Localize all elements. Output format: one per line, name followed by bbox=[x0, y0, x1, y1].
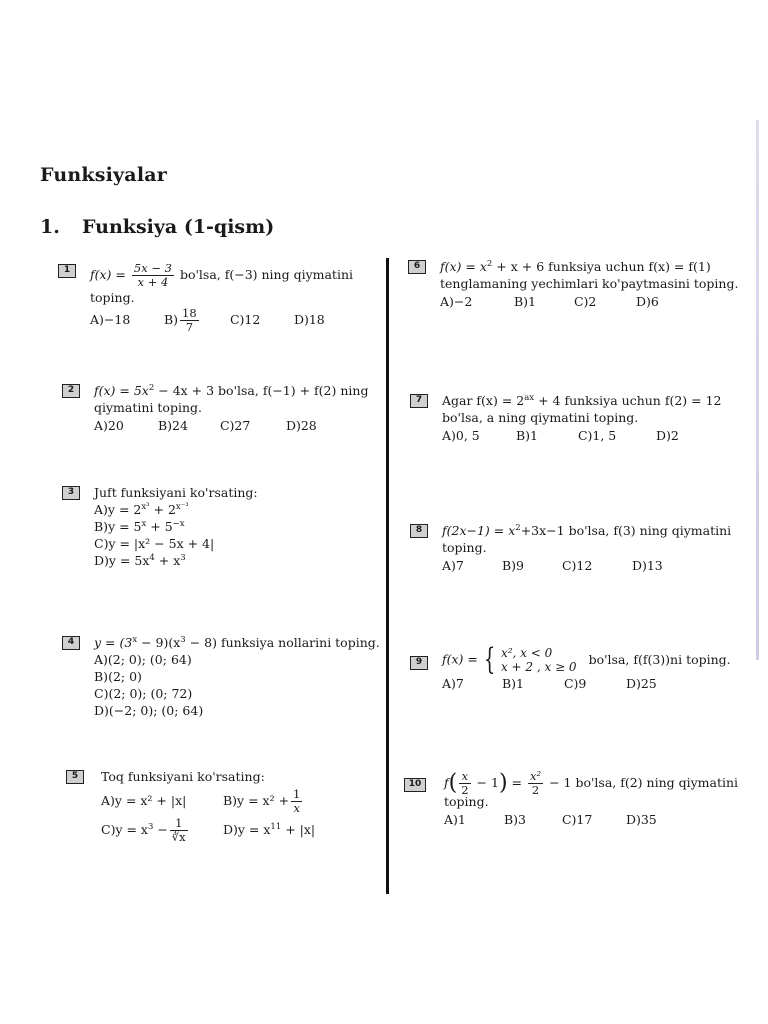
answer-row bbox=[101, 788, 382, 815]
answer-option: A)7 bbox=[442, 558, 464, 573]
answer-option: D)6 bbox=[635, 294, 659, 309]
answer-options bbox=[444, 811, 750, 828]
answer-option: A)20 bbox=[94, 418, 124, 433]
answer-options bbox=[440, 293, 748, 310]
statement-tail: bo'lsa, f(−3) ning qiymatini bbox=[179, 267, 354, 282]
function-lhs: f(x) = bbox=[90, 267, 126, 282]
answer-option: C)(2; 0); (0; 72) bbox=[94, 686, 193, 701]
answer-option: A)7 bbox=[442, 676, 464, 691]
problem-statement: $y = (3^x - 9)(x^3 - 8)$ funksiya nollarini toping. bbox=[94, 635, 380, 650]
answer-option: $D)y = x^{11} + |x|$ bbox=[222, 822, 316, 837]
answer-option: D)25 bbox=[625, 676, 657, 691]
answer-option: C)y = |x² − 5x + 4| bbox=[94, 536, 215, 551]
problem-statement: $f(2x-1) = x^2+3x-1$ bo'lsa, f(3) ning qiymatini bbox=[442, 523, 732, 538]
statement-continuation: toping. bbox=[90, 290, 135, 305]
problem-statement: f(x) = { x², x < 0 x + 2 , x ≥ 0 bo'lsa, f(f(3))ni toping. bbox=[442, 642, 731, 677]
statement-continuation: toping. bbox=[442, 540, 487, 555]
problem-number-badge: 4 bbox=[62, 636, 80, 650]
answer-option: $B)y = 5^x + 5^{-x}$ bbox=[94, 519, 185, 534]
statement-continuation: tenglamaning yechimlari ko'paytmasini toping. bbox=[440, 276, 739, 291]
section-title: Funksiyalar bbox=[40, 164, 167, 186]
answer-option: C)2 bbox=[573, 294, 597, 309]
answer-option: C)9 bbox=[563, 676, 587, 691]
problem-number-badge: 6 bbox=[408, 260, 426, 274]
statement-continuation: qiymatini toping. bbox=[94, 400, 202, 415]
problem-9 bbox=[410, 642, 750, 692]
problem-number-badge: 9 bbox=[410, 656, 428, 670]
answer-option: B)1 bbox=[501, 676, 524, 691]
answer-options bbox=[94, 417, 382, 434]
answer-option: B) $\frac{18}{7}$ bbox=[163, 306, 197, 334]
answer-option: C)1, 5 bbox=[577, 428, 617, 443]
answer-option: D)35 bbox=[625, 812, 657, 827]
piecewise-cases: x², x < 0 x + 2 , x ≥ 0 bbox=[500, 646, 577, 674]
problem-number-badge: 8 bbox=[410, 524, 428, 538]
problem-4 bbox=[62, 634, 382, 719]
answer-option: A)0, 5 bbox=[442, 428, 480, 443]
problem-statement: $f(x) = 5x^2 - 4x + 3$ bo'lsa, f(−1) + f(2) ning bbox=[94, 383, 369, 398]
problem-3 bbox=[62, 484, 382, 569]
problem-number-badge: 1 bbox=[58, 264, 76, 278]
answer-option: A)(2; 0); (0; 64) bbox=[94, 652, 192, 667]
answer-options bbox=[442, 675, 750, 692]
problem-number-badge: 2 bbox=[62, 384, 80, 398]
answer-option: D)(−2; 0); (0; 64) bbox=[94, 703, 204, 718]
answer-option: D)2 bbox=[655, 428, 679, 443]
problem-statement: Toq funksiyani ko'rsating: bbox=[101, 769, 265, 784]
left-brace: { bbox=[483, 642, 496, 677]
answer-option: B)9 bbox=[501, 558, 524, 573]
subsection-heading: Funksiya (1-qism) bbox=[82, 216, 275, 238]
answer-option: B)(2; 0) bbox=[94, 669, 142, 684]
subsection-number: 1. bbox=[40, 216, 60, 238]
statement-continuation: bo'lsa, a ning qiymatini toping. bbox=[442, 410, 639, 425]
statement-continuation: toping. bbox=[444, 794, 489, 809]
answer-row bbox=[101, 817, 382, 844]
answer-option: A)−18 bbox=[90, 312, 131, 327]
answer-options bbox=[442, 557, 750, 574]
answer-option: B)1 bbox=[515, 428, 538, 443]
problem-number-badge: 5 bbox=[66, 770, 84, 784]
answer-option: $C)y = x^3$ − $\frac{1}{∛x}$ bbox=[101, 816, 186, 844]
answer-option: C)12 bbox=[561, 558, 593, 573]
problem-number-badge: 3 bbox=[62, 486, 80, 500]
problem-10 bbox=[404, 770, 750, 828]
problem-5 bbox=[66, 768, 382, 844]
page-edge-shadow bbox=[756, 120, 759, 660]
problem-statement: $f(x) = x^2 + x + 6$ funksiya uchun f(x) = f(1) bbox=[440, 259, 711, 274]
problem-8 bbox=[410, 522, 750, 574]
answer-option: D)13 bbox=[631, 558, 663, 573]
answer-option: $A)y = 2^{x^3} + 2^{x^{-3}}$ bbox=[94, 502, 189, 517]
answer-options bbox=[90, 307, 382, 334]
answer-option: B)24 bbox=[157, 418, 188, 433]
answer-option: B)y = x² + $\frac{1}{x}$ bbox=[222, 787, 301, 815]
subsection-title bbox=[40, 216, 274, 238]
problem-statement: f( $\frac{x}{2}$ − 1) = $\frac{\text{x²}}{2}$ − 1 bo'lsa, f(2) ning qiymatini bbox=[444, 769, 739, 797]
answer-option: D)18 bbox=[293, 312, 325, 327]
answer-option: A)y = x² + |x| bbox=[101, 793, 187, 808]
problem-1 bbox=[58, 262, 382, 334]
problem-statement: Agar $f(x) = 2^{ax} + 4$ funksiya uchun f(2) = 12 bbox=[442, 393, 722, 408]
answer-option: B)1 bbox=[513, 294, 536, 309]
answer-option: C)12 bbox=[229, 312, 261, 327]
answer-option: C)17 bbox=[561, 812, 593, 827]
problem-7 bbox=[410, 392, 750, 444]
answer-option: C)27 bbox=[219, 418, 251, 433]
answer-option: A)−2 bbox=[440, 294, 473, 309]
problem-2 bbox=[62, 382, 382, 434]
answer-options bbox=[442, 427, 750, 444]
problem-statement: Juft funksiyani ko'rsating: bbox=[94, 485, 258, 500]
answer-option: $D)y = 5x^4 + x^3$ bbox=[94, 553, 186, 568]
fraction: $\frac{5x - 3}{x + 4}$ bbox=[133, 261, 172, 289]
problem-6 bbox=[408, 258, 748, 310]
answer-option: A)1 bbox=[444, 812, 466, 827]
problem-number-badge: 10 bbox=[404, 778, 426, 792]
problem-statement bbox=[90, 262, 382, 289]
answer-option: D)28 bbox=[285, 418, 317, 433]
problem-number-badge: 7 bbox=[410, 394, 428, 408]
column-divider bbox=[386, 258, 389, 894]
answer-option: B)3 bbox=[503, 812, 526, 827]
